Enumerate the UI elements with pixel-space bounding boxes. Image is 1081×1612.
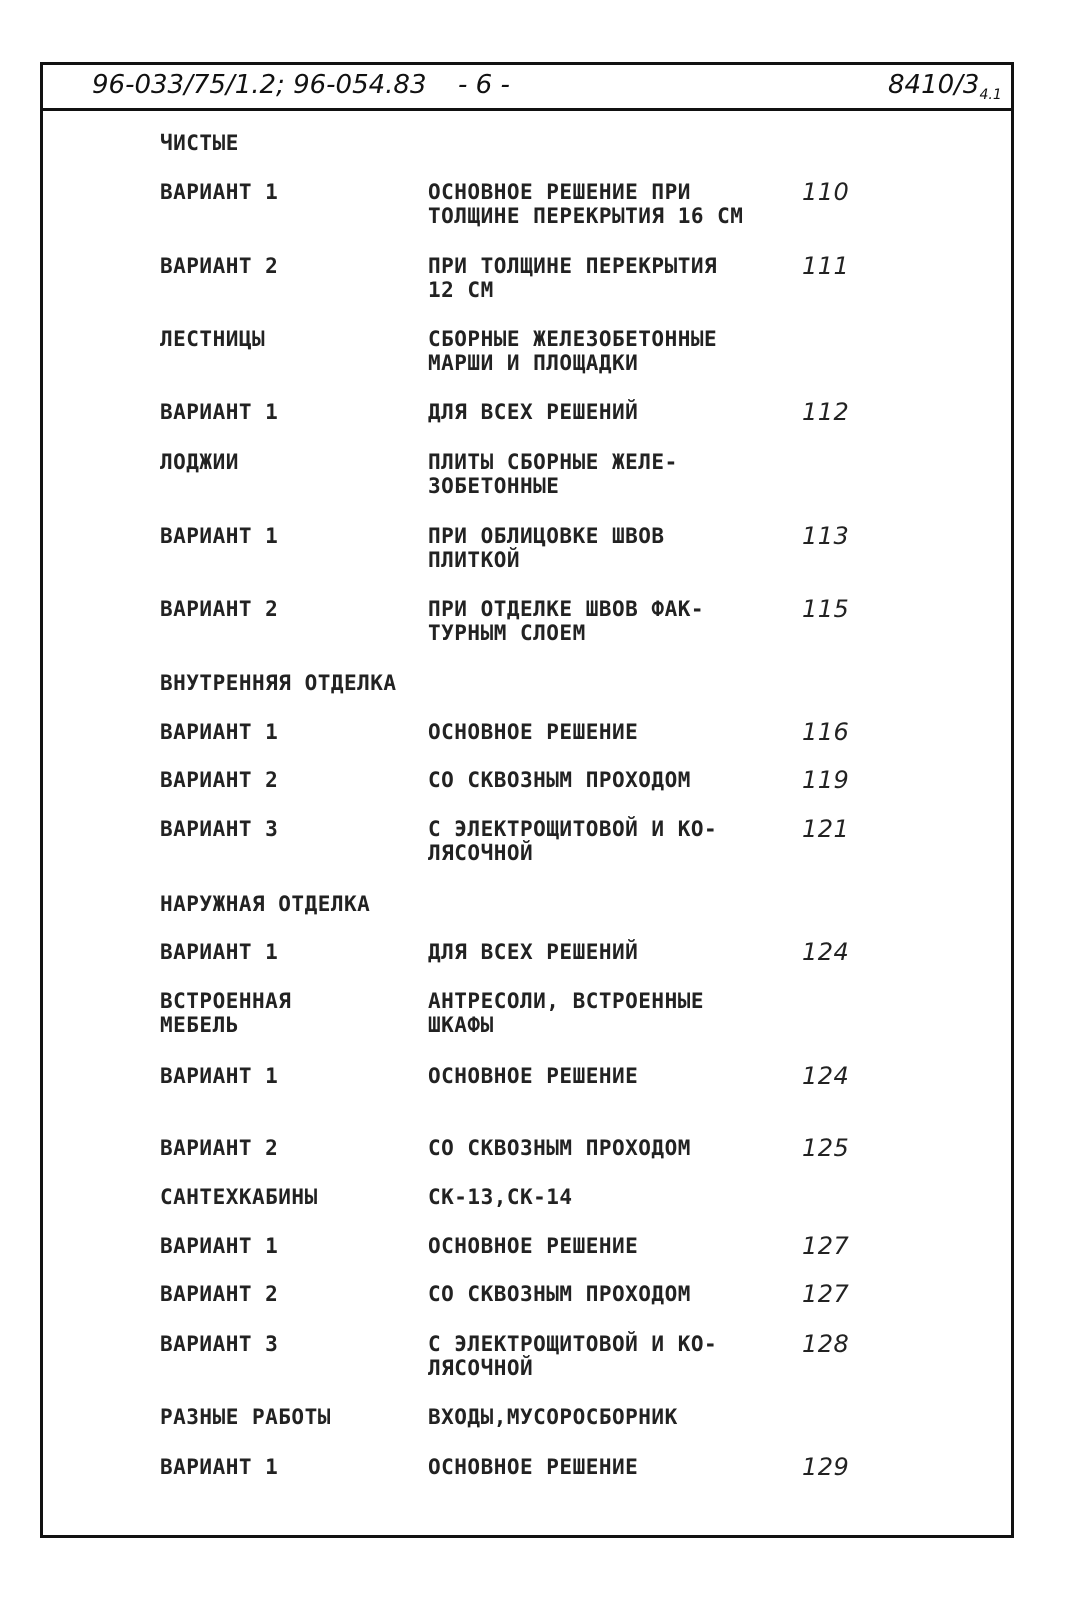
row-page-number: 111 [802,252,850,280]
row-title: ВАРИАНТ 2 [160,254,279,278]
row-page-number: 112 [802,398,850,426]
row-page-number: 119 [802,766,850,794]
row-description: ПЛИТЫ СБОРНЫЕ ЖЕЛЕ- ЗОБЕТОННЫЕ [428,450,678,498]
row-title: ВАРИАНТ 3 [160,1332,279,1356]
row-page-number: 127 [802,1232,850,1260]
row-description: С ЭЛЕКТРОЩИТОВОЙ И КО- ЛЯСОЧНОЙ [428,817,718,865]
row-description: АНТРЕСОЛИ, ВСТРОЕННЫЕ ШКАФЫ [428,989,705,1037]
row-title: ВАРИАНТ 1 [160,720,279,744]
row-description: ОСНОВНОЕ РЕШЕНИЕ [428,1234,639,1258]
row-description: ОСНОВНОЕ РЕШЕНИЕ [428,1064,639,1088]
row-page-number: 121 [802,815,850,843]
row-description: ОСНОВНОЕ РЕШЕНИЕ [428,720,639,744]
row-title: ВАРИАНТ 1 [160,940,279,964]
row-page-number: 125 [802,1134,850,1162]
row-description: ВХОДЫ,МУСОРОСБОРНИК [428,1405,678,1429]
row-title: ВНУТРЕННЯЯ ОТДЕЛКА [160,671,397,695]
row-page-number: 124 [802,1062,850,1090]
row-title: ЧИСТЫЕ [160,131,239,155]
row-page-number: 116 [802,718,850,746]
row-title: ЛЕСТНИЦЫ [160,327,266,351]
row-title: ВАРИАНТ 1 [160,180,279,204]
row-description: СК-13,СК-14 [428,1185,573,1209]
row-page-number: 129 [802,1453,850,1481]
row-title: РАЗНЫЕ РАБОТЫ [160,1405,331,1429]
row-title: ВАРИАНТ 1 [160,400,279,424]
row-description: С ЭЛЕКТРОЩИТОВОЙ И КО- ЛЯСОЧНОЙ [428,1332,718,1380]
row-title: ВАРИАНТ 2 [160,1282,279,1306]
row-page-number: 128 [802,1330,850,1358]
row-page-number: 110 [802,178,850,206]
row-page-number: 113 [802,522,850,550]
row-title: ВАРИАНТ 3 [160,817,279,841]
row-title: ВАРИАНТ 1 [160,1234,279,1258]
archive-number-sub: 4.1 [979,87,1002,104]
row-title: ВАРИАНТ 1 [160,1064,279,1088]
row-page-number: 124 [802,938,850,966]
row-title: ВАРИАНТ 1 [160,1455,279,1479]
row-title: ВАРИАНТ 2 [160,768,279,792]
document-code: 96-033/75/1.2; 96-054.83 [92,70,427,100]
row-description: ОСНОВНОЕ РЕШЕНИЕ [428,1455,639,1479]
row-description: ПРИ ОБЛИЦОВКЕ ШВОВ ПЛИТКОЙ [428,524,665,572]
row-title: ВАРИАНТ 2 [160,597,279,621]
archive-number [888,70,1002,103]
row-description: ОСНОВНОЕ РЕШЕНИЕ ПРИ ТОЛЩИНЕ ПЕРЕКРЫТИЯ 16 СМ [428,180,744,228]
row-title: САНТЕХКАБИНЫ [160,1185,318,1209]
row-page-number: 127 [802,1280,850,1308]
row-description: ДЛЯ ВСЕХ РЕШЕНИЙ [428,400,639,424]
row-description: СО СКВОЗНЫМ ПРОХОДОМ [428,1282,691,1306]
row-description: СО СКВОЗНЫМ ПРОХОДОМ [428,768,691,792]
row-title: ВАРИАНТ 2 [160,1136,279,1160]
page-number: - 6 - [458,70,510,100]
row-description: ПРИ ОТДЕЛКЕ ШВОВ ФАК- ТУРНЫМ СЛОЕМ [428,597,705,645]
row-description: ДЛЯ ВСЕХ РЕШЕНИЙ [428,940,639,964]
header-divider [40,108,1014,111]
row-title: ВАРИАНТ 1 [160,524,279,548]
row-page-number: 115 [802,595,850,623]
row-description: СБОРНЫЕ ЖЕЛЕЗОБЕТОННЫЕ МАРШИ И ПЛОЩАДКИ [428,327,718,375]
row-title: НАРУЖНАЯ ОТДЕЛКА [160,892,371,916]
row-description: ПРИ ТОЛЩИНЕ ПЕРЕКРЫТИЯ 12 СМ [428,254,718,302]
row-description: СО СКВОЗНЫМ ПРОХОДОМ [428,1136,691,1160]
row-title: ЛОДЖИИ [160,450,239,474]
archive-number-main: 8410/3 [888,70,980,100]
row-title: ВСТРОЕННАЯ МЕБЕЛЬ [160,989,292,1037]
